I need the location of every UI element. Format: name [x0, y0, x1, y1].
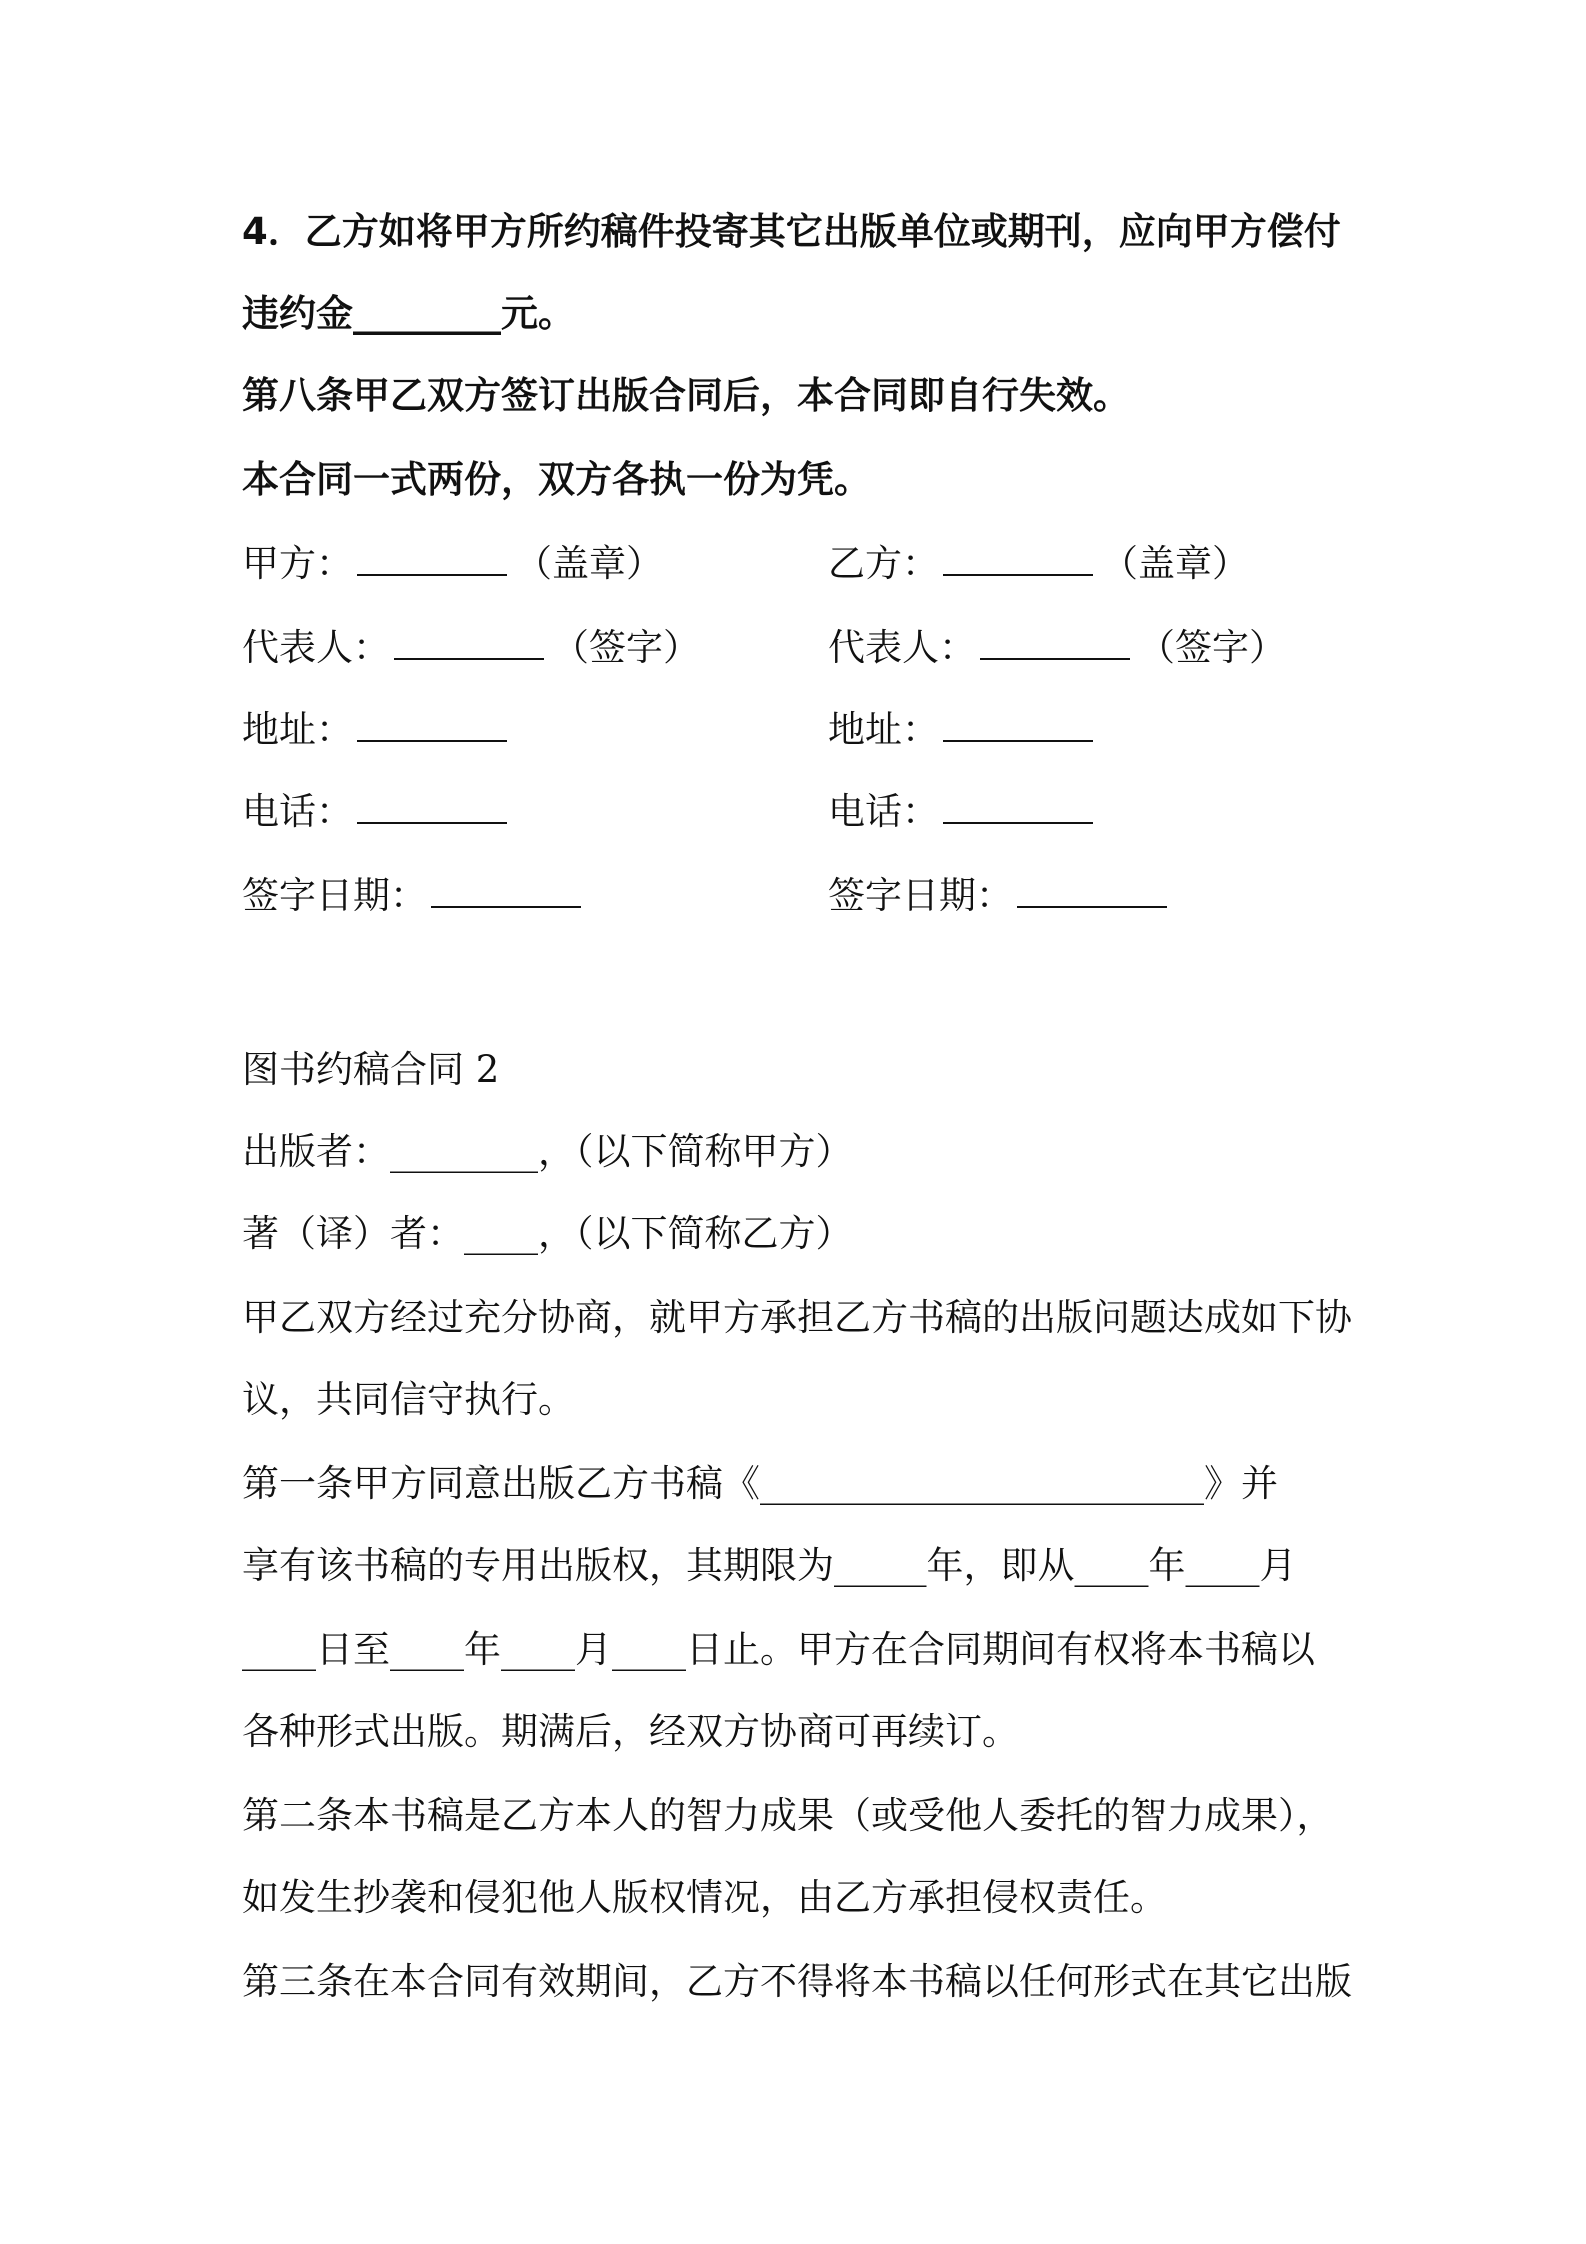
tel-b-row	[828, 788, 1101, 836]
party-a-blank	[357, 544, 507, 576]
date-b-blank	[1017, 876, 1167, 908]
addr-b-row	[828, 706, 1101, 754]
party-a-label: 甲方：	[242, 542, 353, 585]
publisher-line: 出版者：________，（以下简称甲方）	[242, 1130, 853, 1173]
date-a-label: 签字日期：	[242, 874, 427, 917]
addr-a-label: 地址：	[242, 708, 353, 751]
copies-clause: 本合同一式两份，双方各执一份为凭。	[242, 458, 871, 501]
tel-b-label: 电话：	[828, 790, 939, 833]
date-b-label: 签字日期：	[828, 874, 1013, 917]
date-b-row	[828, 872, 1175, 920]
addr-a-blank	[357, 710, 507, 742]
article-2-line-2: 如发生抄袭和侵犯他人版权情况，由乙方承担侵权责任。	[242, 1876, 1167, 1919]
rep-a-suffix: （签字）	[552, 626, 700, 669]
addr-a-row	[242, 706, 515, 754]
tel-a-blank	[357, 792, 507, 824]
rep-a-row	[242, 624, 700, 672]
rep-a-label: 代表人：	[242, 626, 390, 669]
article-1-line-2: 享有该书稿的专用出版权，其期限为_____年，即从____年____月	[242, 1544, 1297, 1587]
article-1-line-1: 第一条甲方同意出版乙方书稿《________________________》并	[242, 1462, 1278, 1505]
rep-b-row	[828, 624, 1286, 672]
rep-a-blank	[394, 628, 544, 660]
article-1-line-3: ____日至____年____月____日止。甲方在合同期间有权将本书稿以	[242, 1628, 1315, 1671]
tel-a-row	[242, 788, 515, 836]
party-b-blank	[943, 544, 1093, 576]
rep-b-label: 代表人：	[828, 626, 976, 669]
intro-line-1: 甲乙双方经过充分协商，就甲方承担乙方书稿的出版问题达成如下协	[242, 1296, 1352, 1339]
author-line: 著（译）者：____，（以下简称乙方）	[242, 1212, 853, 1255]
party-b-seal-row	[828, 540, 1249, 588]
rep-b-blank	[980, 628, 1130, 660]
article-2-line-1: 第二条本书稿是乙方本人的智力成果（或受他人委托的智力成果），	[242, 1794, 1334, 1837]
tel-b-blank	[943, 792, 1093, 824]
party-b-suffix: （盖章）	[1101, 542, 1249, 585]
article-1-line-4: 各种形式出版。期满后，经双方协商可再续订。	[242, 1710, 1019, 1753]
date-a-row	[242, 872, 589, 920]
article-3-line-1: 第三条在本合同有效期间，乙方不得将本书稿以任何形式在其它出版	[242, 1960, 1352, 2003]
party-a-suffix: （盖章）	[515, 542, 663, 585]
article-8: 第八条甲乙双方签订出版合同后，本合同即自行失效。	[242, 374, 1130, 417]
tel-a-label: 电话：	[242, 790, 353, 833]
party-a-seal-row	[242, 540, 663, 588]
intro-line-2: 议，共同信守执行。	[242, 1378, 575, 1421]
addr-b-label: 地址：	[828, 708, 939, 751]
rep-b-suffix: （签字）	[1138, 626, 1286, 669]
addr-b-blank	[943, 710, 1093, 742]
clause-4-line-2: 违约金________元。	[242, 292, 575, 335]
contract2-title: 图书约稿合同 2	[242, 1048, 500, 1091]
date-a-blank	[431, 876, 581, 908]
party-b-label: 乙方：	[828, 542, 939, 585]
clause-4-line-1: 4．乙方如将甲方所约稿件投寄其它出版单位或期刊，应向甲方偿付	[242, 210, 1341, 253]
